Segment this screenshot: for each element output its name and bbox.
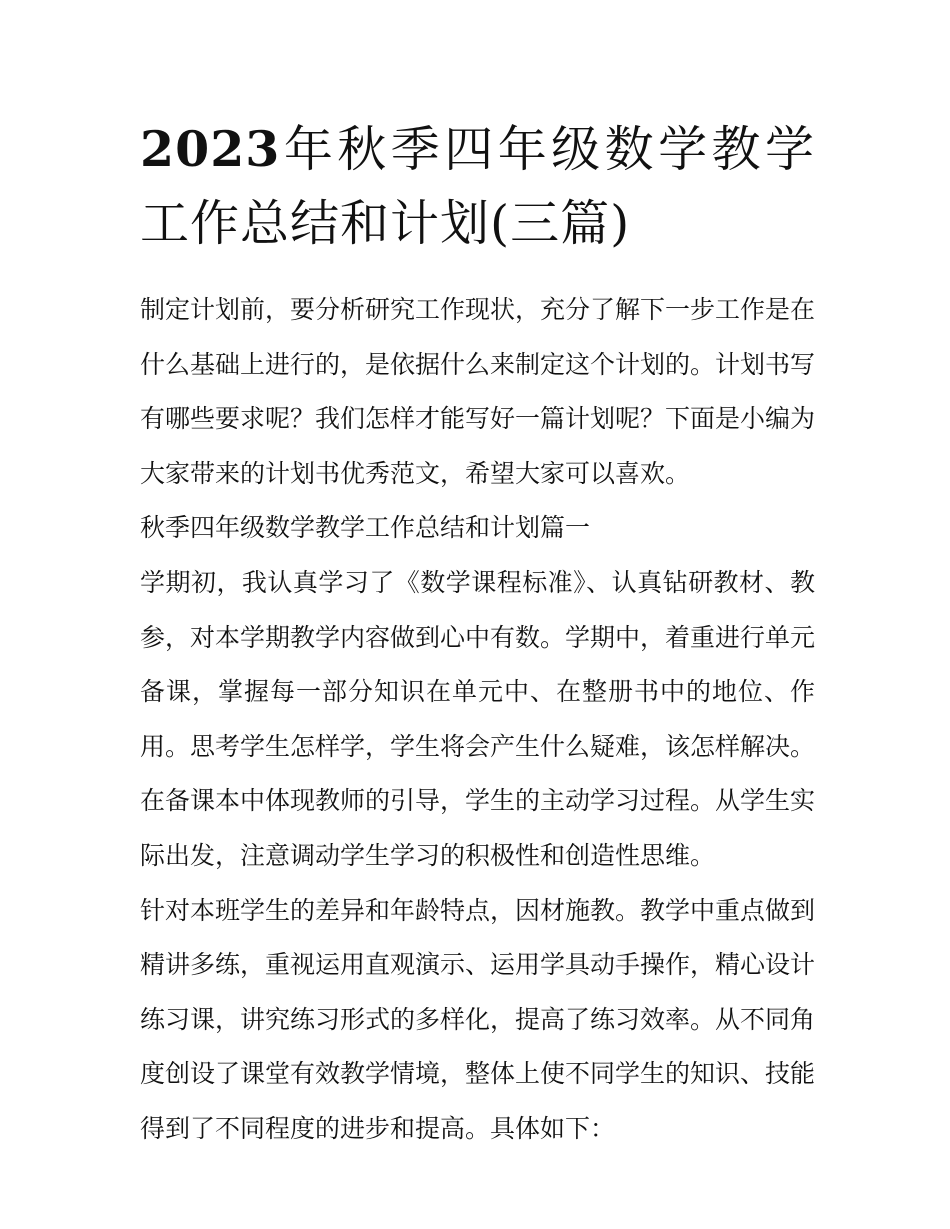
document-page [140,112,815,1157]
title-text: 年秋季四年级数学教学工作总结和计划(三篇) [140,121,815,252]
section-heading: 秋季四年级数学教学工作总结和计划篇一 [140,513,591,543]
title-year: 2023 [140,120,281,178]
body-paragraph: 针对本班学生的差异和年龄特点，因材施教。教学中重点做到精讲多练，重视运用直观演示、运用学具动手操作，精心设计练习课，讲究练习形式的多样化，提高了练习效率。从不同角度创设了课堂有效教学情境，整体上使不同学生的知识、技能得到了不同程度的进步和提高。具体如下： [140,895,816,1143]
document-body [140,283,815,1157]
body-paragraph: 学期初，我认真学习了《数学课程标准》、认真钻研教材、教参，对本学期教学内容做到心中有数。学期中，着重进行单元备课，掌握每一部分知识在单元中、在整册书中的地位、作用。思考学生怎样学，学生将会产生什么疑难，该怎样解决。在备课本中体现教师的引导，学生的主动学习过程。从学生实际出发，注意调动学生学习的积极性和创造性思维。 [140,567,816,870]
intro-paragraph: 制定计划前，要分析研究工作现状，充分了解下一步工作是在什么基础上进行的，是依据什么来制定这个计划的。计划书写有哪些要求呢？我们怎样才能写好一篇计划呢？下面是小编为大家带来的计划书优秀范文，希望大家可以喜欢。 [140,295,816,488]
document-title [140,112,815,261]
